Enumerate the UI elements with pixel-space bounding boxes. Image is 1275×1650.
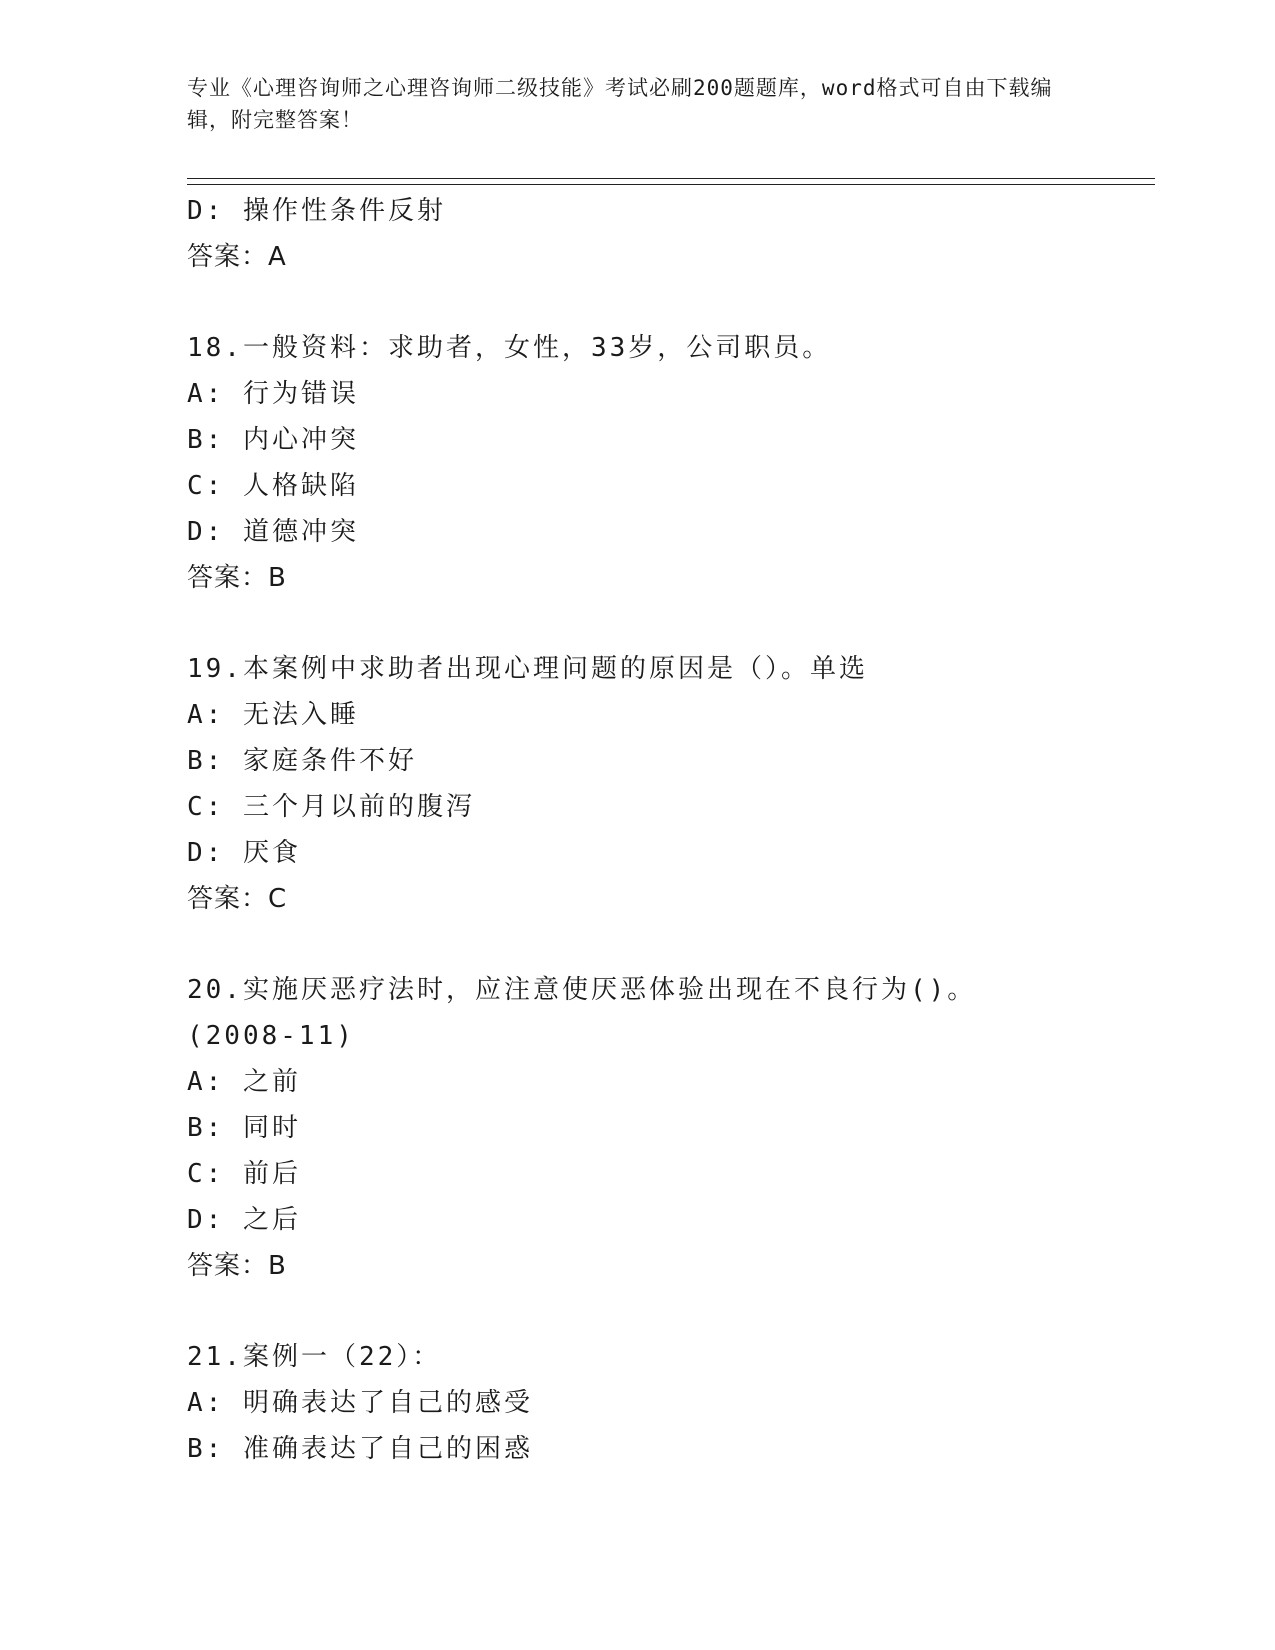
question-18-stem: 18.一般资料：求助者，女性，33岁，公司职员。 xyxy=(187,333,832,363)
question-20-option-c: C: 前后 xyxy=(187,1159,301,1189)
question-19-option-b: B: 家庭条件不好 xyxy=(187,746,417,776)
question-19-option-d: D: 厌食 xyxy=(187,838,301,868)
question-18-option-c: C: 人格缺陷 xyxy=(187,471,359,501)
question-20-answer: 答案：B xyxy=(187,1251,287,1281)
question-20-option-d: D: 之后 xyxy=(187,1205,301,1235)
answer: 答案：A xyxy=(187,242,287,272)
header-rule-top xyxy=(187,178,1155,179)
spacer xyxy=(187,1289,1087,1334)
question-21-stem: 21.案例一（22）： xyxy=(187,1342,442,1372)
question-20-option-a: A: 之前 xyxy=(187,1067,301,1097)
spacer xyxy=(187,280,1087,325)
question-18-option-d: D: 道德冲突 xyxy=(187,517,359,547)
question-21-option-b: B: 准确表达了自己的困惑 xyxy=(187,1434,533,1464)
question-18-option-a: A: 行为错误 xyxy=(187,379,359,409)
question-list xyxy=(187,188,1087,1472)
question-18-option-b: B: 内心冲突 xyxy=(187,425,359,455)
spacer xyxy=(187,922,1087,967)
spacer xyxy=(187,601,1087,646)
header-rule-bottom xyxy=(187,184,1155,185)
question-19-option-c: C: 三个月以前的腹泻 xyxy=(187,792,475,822)
question-20-stem: 20.实施厌恶疗法时，应注意使厌恶体验出现在不良行为()。(2008-11) xyxy=(187,975,977,1051)
question-20-option-b: B: 同时 xyxy=(187,1113,301,1143)
option-d: D: 操作性条件反射 xyxy=(187,196,446,226)
question-18-answer: 答案：B xyxy=(187,563,287,593)
question-21-option-a: A: 明确表达了自己的感受 xyxy=(187,1388,533,1418)
question-19-option-a: A: 无法入睡 xyxy=(187,700,359,730)
document-header: 专业《心理咨询师之心理咨询师二级技能》考试必刷200题题库，word格式可自由下载编辑，附完整答案！ xyxy=(187,76,1053,132)
question-19-stem: 19.本案例中求助者出现心理问题的原因是（）。单选 xyxy=(187,654,868,684)
question-19-answer: 答案：C xyxy=(187,884,288,914)
